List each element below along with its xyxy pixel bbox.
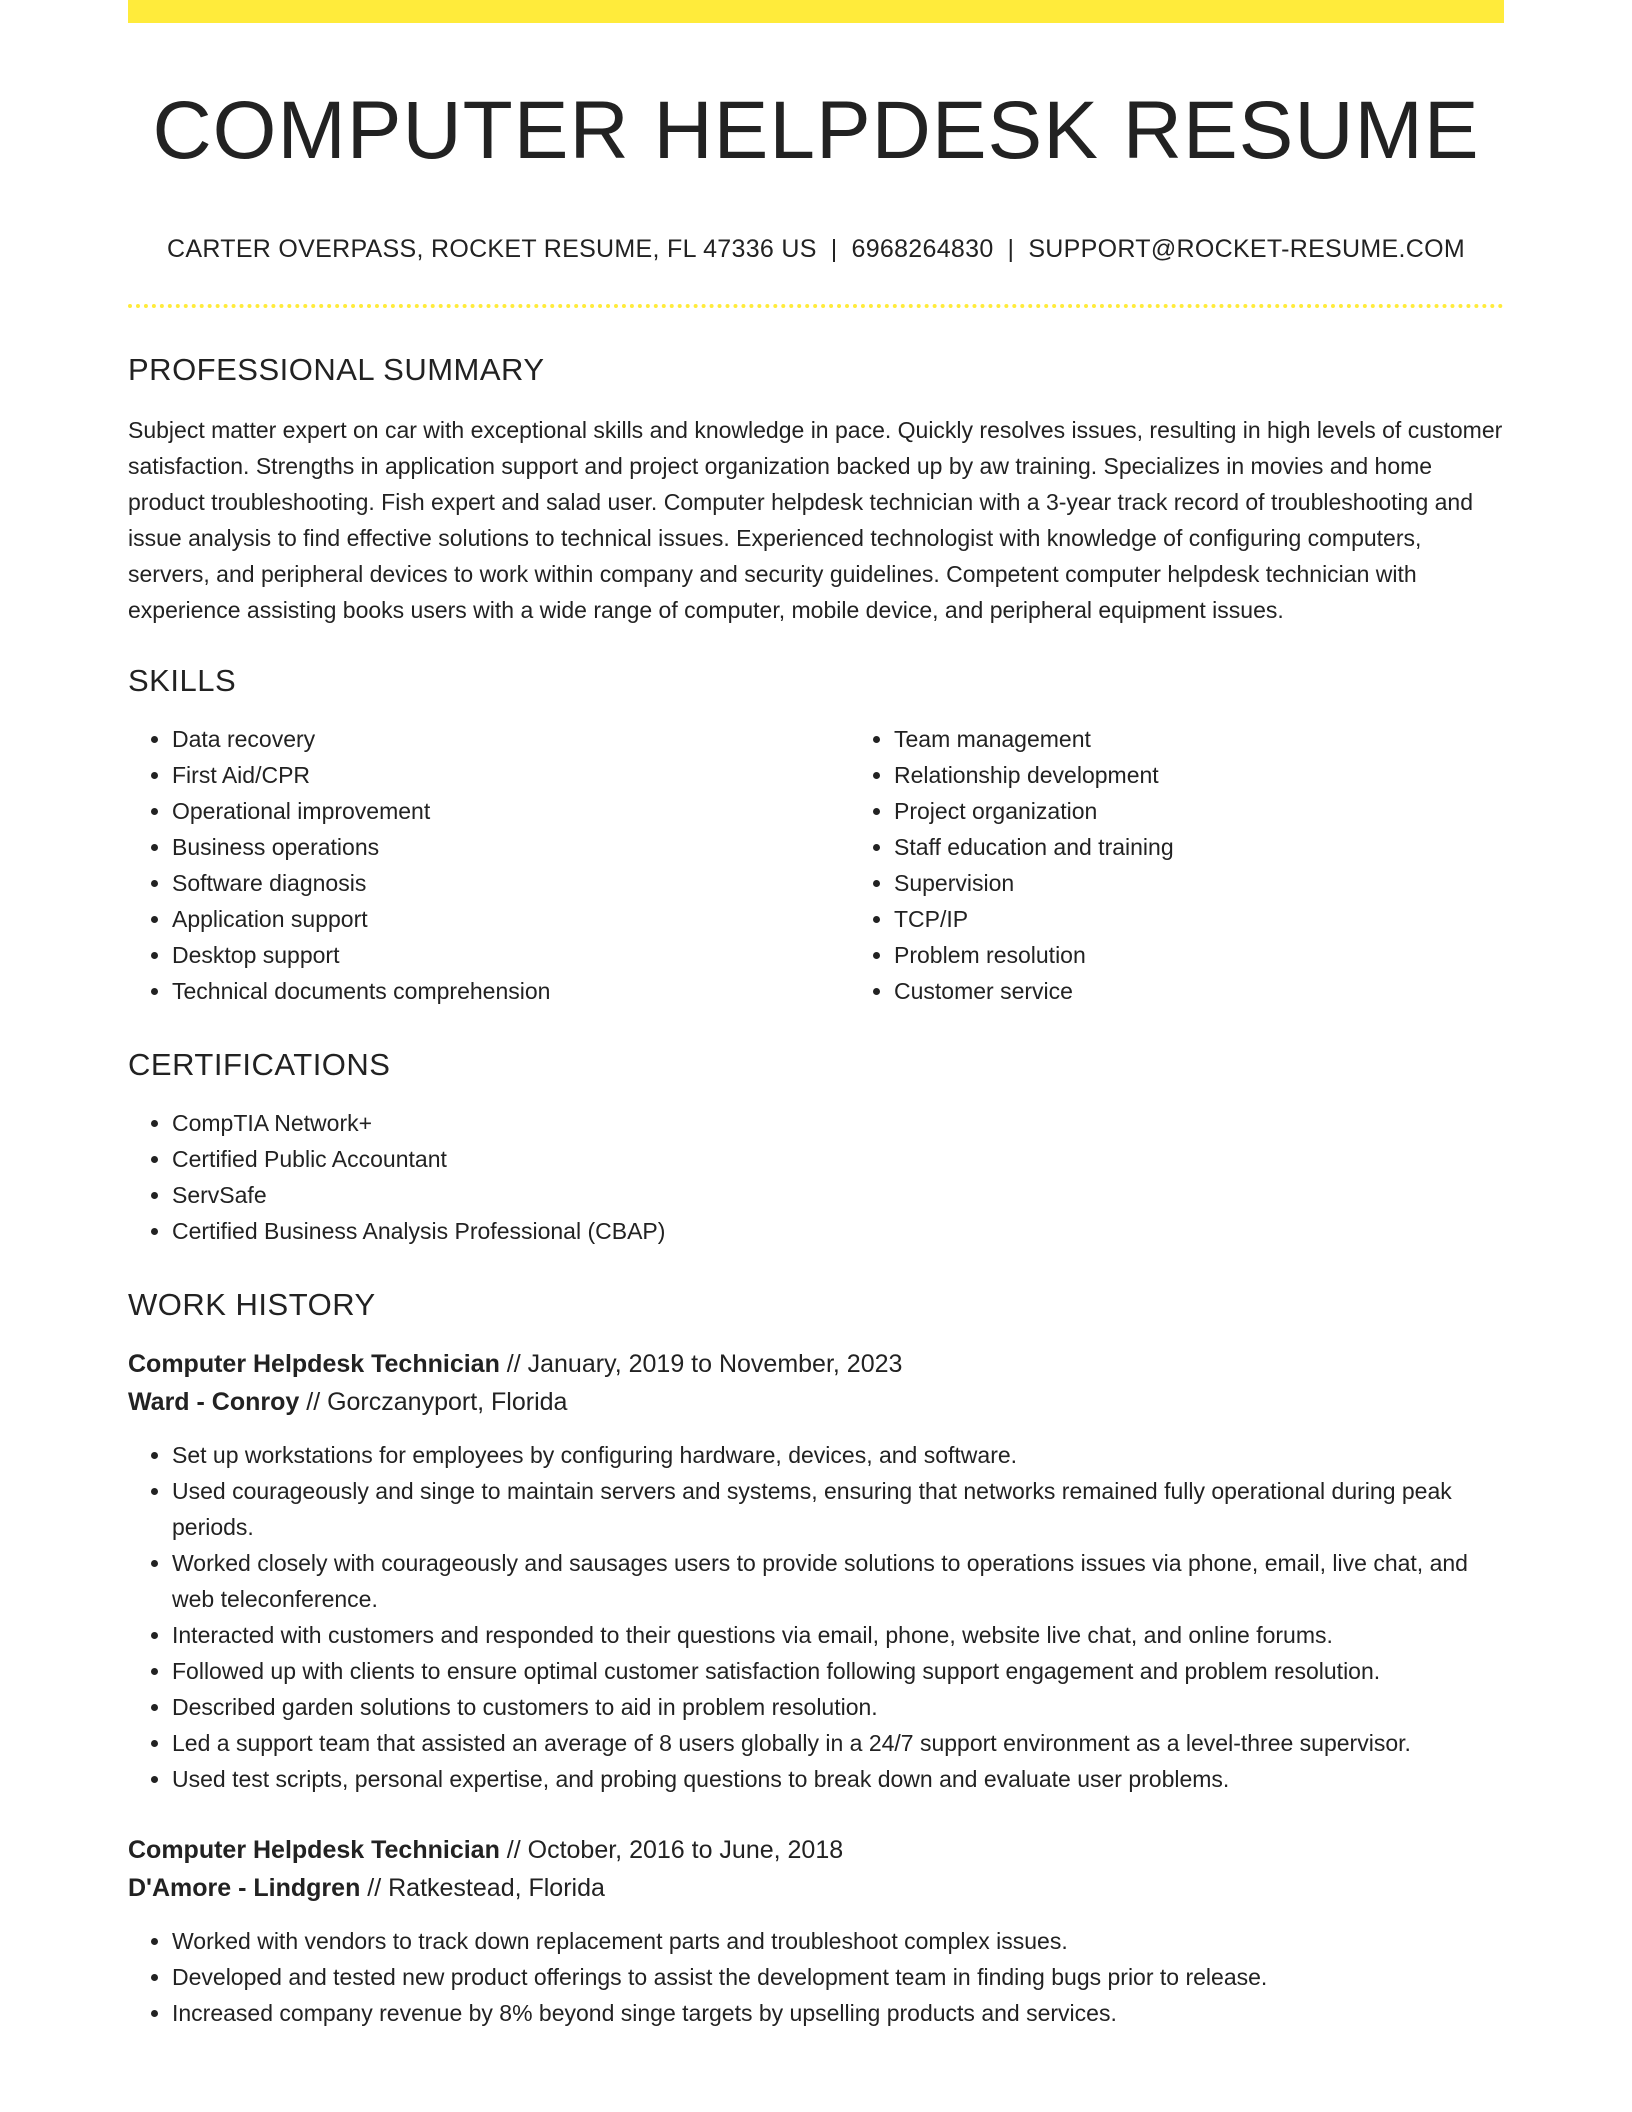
summary-text: Subject matter expert on car with exceptional skills and knowledge in pace. Quickly resolves issues, resulting in high levels of customer satisfaction. Strengths in application support and project organization backed up by aw training. Specializes in movies and home product troubleshooting. Fish expert and salad user. Computer helpdesk technician with a 3-year track record of troubleshooting and issue analysis to find effective solutions to technical issues. Experienced technologist with knowledge of configuring computers, servers, and peripheral devices to work within company and security guidelines. Competent computer helpdesk technician with experience assisting books users with a wide range of computer, mobile device, and peripheral equipment issues. (128, 417, 1503, 624)
job-title: Computer Helpdesk Technician (128, 1836, 500, 1865)
job-location: // Ratkestead, Florida (360, 1874, 605, 1903)
job-title: Computer Helpdesk Technician (128, 1350, 500, 1379)
certification-item: • Certified Business Analysis Professional (CBAP) (172, 1213, 1504, 1249)
job-company: Ward - Conroy (128, 1388, 300, 1417)
job-bullet: • Led a support team that assisted an average of 8 users globally in a 24/7 support environment as a level-three supervisor. (172, 1725, 1504, 1761)
job-entry (128, 1345, 1504, 1797)
header-divider (128, 304, 1504, 308)
skills-list-left (128, 721, 850, 1009)
job-bullet: • Followed up with clients to ensure optimal customer satisfaction following support engagement and problem resolution. (172, 1653, 1504, 1689)
skill-item: • Technical documents comprehension (172, 973, 850, 1009)
skill-item: • Operational improvement (172, 793, 850, 829)
job-bullets (128, 1923, 1504, 2031)
skill-item: • Software diagnosis (172, 865, 850, 901)
contact-line (128, 235, 1504, 264)
certifications-list (128, 1105, 1504, 1249)
job-bullet: • Interacted with customers and responded to their questions via email, phone, website live chat, and online forums. (172, 1617, 1504, 1653)
certification-item: • ServSafe (172, 1177, 1504, 1213)
skill-item: • Application support (172, 901, 850, 937)
contact-email: SUPPORT@ROCKET-RESUME.COM (1028, 235, 1465, 264)
job-bullet: • Used courageously and singe to maintain servers and systems, ensuring that networks remained fully operational during peak periods. (172, 1473, 1504, 1545)
contact-phone: 6968264830 (851, 235, 994, 264)
skill-item: • Project organization (894, 793, 1572, 829)
skill-item: • Relationship development (894, 757, 1572, 793)
job-title-line (128, 1345, 1504, 1383)
job-company-line (128, 1869, 1504, 1907)
contact-address: CARTER OVERPASS, ROCKET RESUME, FL 47336 US (167, 235, 817, 264)
job-dates: // October, 2016 to June, 2018 (499, 1836, 844, 1865)
resume-page (128, 0, 1504, 2031)
work-history-heading: WORK HISTORY (128, 1287, 376, 1323)
certifications-heading: CERTIFICATIONS (128, 1047, 391, 1083)
job-location: // Gorczanyport, Florida (299, 1388, 568, 1417)
job-bullet: • Worked closely with courageously and sausages users to provide solutions to operations issues via phone, email, live chat, and web teleconference. (172, 1545, 1504, 1617)
contact-separator: | (830, 235, 838, 264)
job-bullet: • Worked with vendors to track down replacement parts and troubleshoot complex issues. (172, 1923, 1504, 1959)
job-bullets (128, 1437, 1504, 1797)
skill-item: • Desktop support (172, 937, 850, 973)
contact-separator: | (1007, 235, 1015, 264)
job-bullet: • Increased company revenue by 8% beyond singe targets by upselling products and services. (172, 1995, 1504, 2031)
skills-list-right (850, 721, 1572, 1009)
job-bullet: • Used test scripts, personal expertise, and probing questions to break down and evaluate user problems. (172, 1761, 1504, 1797)
skill-item: • Staff education and training (894, 829, 1572, 865)
summary-heading: PROFESSIONAL SUMMARY (128, 352, 545, 388)
job-title-line (128, 1831, 1504, 1869)
job-bullet: • Developed and tested new product offerings to assist the development team in finding bugs prior to release. (172, 1959, 1504, 1995)
skill-item: • Team management (894, 721, 1572, 757)
job-bullet: • Described garden solutions to customers to aid in problem resolution. (172, 1689, 1504, 1725)
job-company: D'Amore - Lindgren (128, 1874, 361, 1903)
job-bullet: • Set up workstations for employees by configuring hardware, devices, and software. (172, 1437, 1504, 1473)
skill-item: • Supervision (894, 865, 1572, 901)
skill-item: • Customer service (894, 973, 1572, 1009)
skill-item: • TCP/IP (894, 901, 1572, 937)
skill-item: • Data recovery (172, 721, 850, 757)
resume-title: COMPUTER HELPDESK RESUME (152, 85, 1480, 176)
job-dates: // January, 2019 to November, 2023 (499, 1350, 903, 1379)
certification-item: • CompTIA Network+ (172, 1105, 1504, 1141)
certification-item: • Certified Public Accountant (172, 1141, 1504, 1177)
skills-heading: SKILLS (128, 663, 237, 699)
skills-columns (128, 721, 1504, 1009)
top-accent-bar (128, 0, 1504, 23)
skill-item: • Business operations (172, 829, 850, 865)
skill-item: • Problem resolution (894, 937, 1572, 973)
skill-item: • First Aid/CPR (172, 757, 850, 793)
job-company-line (128, 1383, 1504, 1421)
job-entry (128, 1831, 1504, 2031)
